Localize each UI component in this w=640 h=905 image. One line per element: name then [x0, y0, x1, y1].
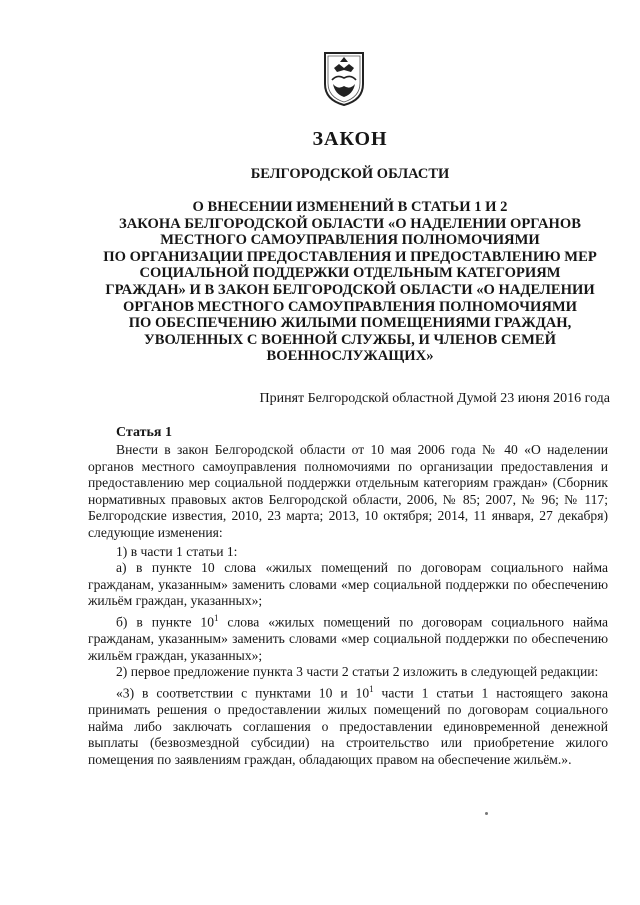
paragraph-subitem-b: б) в пункте $10^1$ слова «жилых помещений по договорам социального найма гражданам, указанным» заменить словами «мер социальной поддержки по обеспечению жильём граждан, указанных»; — [88, 612, 608, 663]
coat-of-arms-icon — [323, 50, 365, 106]
region-name: БЕЛГОРОДСКОЙ ОБЛАСТИ — [250, 166, 450, 182]
scan-speck — [485, 812, 488, 815]
subject-line: ПО ОРГАНИЗАЦИИ ПРЕДОСТАВЛЕНИЯ И ПРЕДОСТАВЛЕНИЮ МЕР — [103, 248, 597, 265]
paragraph-subitem-a: а) в пункте 10 слова «жилых помещений по договорам социального найма гражданам, указанным» заменить словами «мер социальной поддержки по обеспечению жильём граждан, указанных»; — [88, 560, 608, 609]
law-title: ЗАКОН — [312, 128, 388, 150]
subject-line: ГРАЖДАН» И В ЗАКОН БЕЛГОРОДСКОЙ ОБЛАСТИ «О НАДЕЛЕНИИ — [105, 281, 595, 298]
paragraph-intro: Внести в закон Белгородской области от 10 мая 2006 года № 40 «О наделении органов местного самоуправления полномочиями по организации предоставления и предоставлению мер социальной поддержки отдельным категориям граждан» (Сборник нормативных правовых актов Белгородской области, 2006, № 85; 2007, № 96; № 117; Белгородские известия, 2010, 23 марта; 2013, 10 октября; 2014, 11 января, 27 декабря) следующие изменения: — [88, 442, 608, 540]
paragraph-item-1: 1) в части 1 статьи 1: — [116, 543, 238, 559]
subject-line: МЕСТНОГО САМОУПРАВЛЕНИЯ ПОЛНОМОЧИЯМИ — [160, 232, 540, 249]
subject-line: ОРГАНОВ МЕСТНОГО САМОУПРАВЛЕНИЯ ПОЛНОМОЧИЯМИ — [122, 298, 577, 315]
paragraph-quote: «3) в соответствии с пунктами 10 и $10^1$ части 1 статьи 1 настоящего закона принимать решения о предоставлении жилых помещений по договорам социального найма либо заключать соглашения о предоставлении единовременной денежной выплаты (безвозмездной субсидии) на строительство или приобретение жилого помещения по заявлениям граждан, обладающих правом на обеспечение жильём.». — [88, 683, 608, 767]
subject-line: УВОЛЕННЫХ С ВОЕННОЙ СЛУЖБЫ, И ЧЛЕНОВ СЕМЕЙ — [144, 331, 556, 348]
law-subject — [78, 199, 622, 365]
subject-line: О ВНЕСЕНИИ ИЗМЕНЕНИЙ В СТАТЬИ 1 И 2 — [192, 199, 508, 215]
article-body — [88, 442, 608, 768]
subject-line: ЗАКОНА БЕЛГОРОДСКОЙ ОБЛАСТИ «О НАДЕЛЕНИИ ОРГАНОВ — [119, 215, 581, 232]
subject-line: СОЦИАЛЬНОЙ ПОДДЕРЖКИ ОТДЕЛЬНЫМ КАТЕГОРИЯМ — [139, 265, 561, 282]
paragraph-item-2: 2) первое предложение пункта 3 части 2 статьи 2 изложить в следующей редакции: — [116, 664, 599, 680]
adoption-note: Принят Белгородской областной Думой 23 июня 2016 года — [259, 391, 610, 406]
subject-line: ПО ОБЕСПЕЧЕНИЮ ЖИЛЫМИ ПОМЕЩЕНИЯМИ ГРАЖДАН, — [128, 315, 572, 332]
subject-line: ВОЕННОСЛУЖАЩИХ» — [266, 348, 434, 365]
article-heading: Статья 1 — [116, 425, 172, 440]
